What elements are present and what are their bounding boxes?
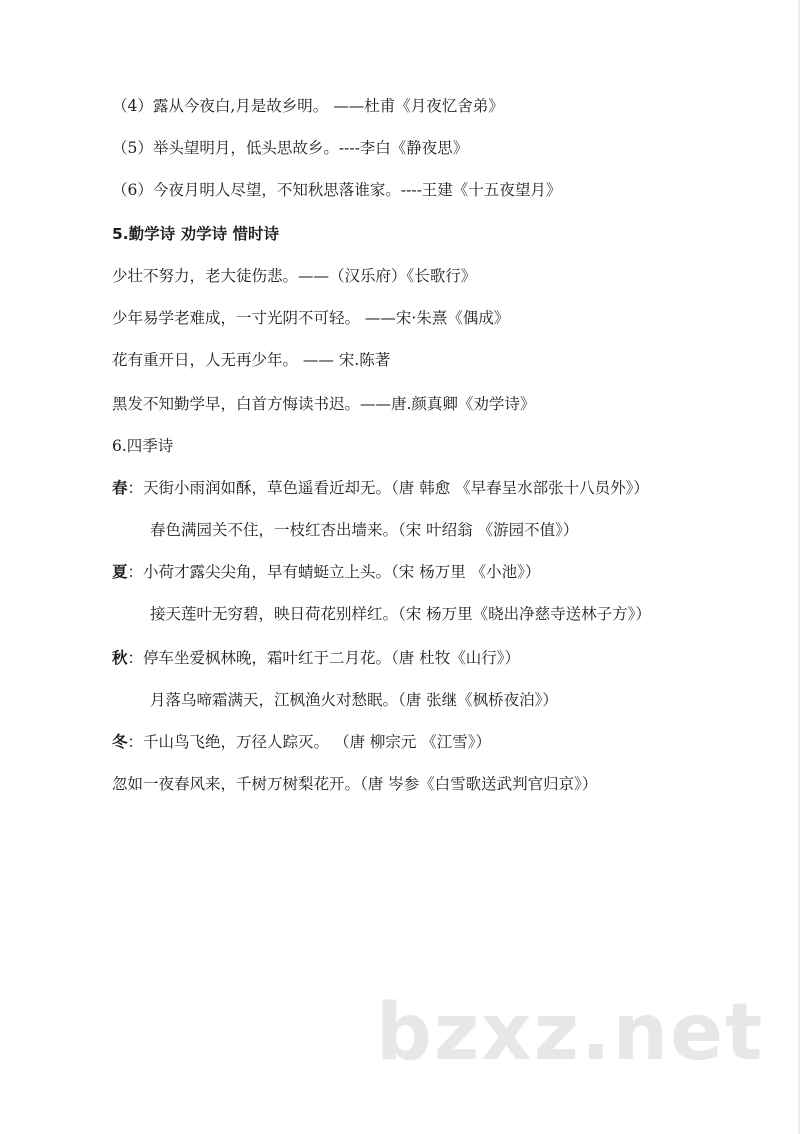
winter-line-2: 忽如一夜春风来，千树万树梨花开。（唐 岑参《白雪歌送武判官归京》） <box>112 775 598 793</box>
poem-line-5: （5）举头望明月，低头思故乡。----李白《静夜思》 <box>112 139 469 157</box>
study-line-3: 花有重开日，人无再少年。 —— 宋.陈著 <box>112 351 391 369</box>
study-line-2: 少年易学老难成，一寸光阴不可轻。 ——宋·朱熹《偶成》 <box>112 309 510 327</box>
summer-line-2: 接天莲叶无穷碧，映日荷花别样红。（宋 杨万里《晓出净慈寺送林子方》） <box>150 605 651 623</box>
spring-line-1 <box>112 478 649 498</box>
study-line-4: 黑发不知勤学早，白首方悔读书迟。——唐.颜真卿《劝学诗》 <box>112 395 536 413</box>
summer-poem-1: ：小荷才露尖尖角，早有蜻蜓立上头。（宋 杨万里 《小池》） <box>127 563 541 581</box>
poem-line-4: （4）露从今夜白,月是故乡明。 ——杜甫《月夜忆舍弟》 <box>112 97 504 115</box>
section-heading-study: 5.勤学诗 劝学诗 惜时诗 <box>112 225 279 243</box>
summer-line-1 <box>112 562 540 582</box>
autumn-line-1 <box>112 648 520 668</box>
autumn-line-2: 月落乌啼霜满天，江枫渔火对愁眠。（唐 张继《枫桥夜泊》） <box>150 691 558 709</box>
autumn-poem-1: ：停车坐爱枫林晚，霜叶红于二月花。（唐 杜牧《山行》） <box>127 649 520 667</box>
winter-label: 冬 <box>112 733 128 751</box>
autumn-label: 秋 <box>112 649 128 667</box>
section-heading-seasons: 6.四季诗 <box>112 437 174 455</box>
summer-label: 夏 <box>112 563 128 581</box>
winter-poem-1: ：千山鸟飞绝，万径人踪灭。 （唐 柳宗元 《江雪》） <box>127 733 492 751</box>
spring-poem-1: ：天街小雨润如酥，草色遥看近却无。（唐 韩愈 《早春呈水部张十八员外》） <box>127 479 649 497</box>
spring-label: 春 <box>112 479 128 497</box>
winter-line-1 <box>112 732 491 752</box>
watermark: bzxz.net <box>376 988 765 1078</box>
study-line-1: 少壮不努力，老大徒伤悲。——（汉乐府）《长歌行》 <box>112 267 477 285</box>
spring-line-2: 春色满园关不住，一枝红杏出墙来。（宋 叶绍翁 《游园不值》） <box>150 521 579 539</box>
poem-line-6: （6）今夜月明人尽望，不知秋思落谁家。----王建《十五夜望月》 <box>112 181 562 199</box>
